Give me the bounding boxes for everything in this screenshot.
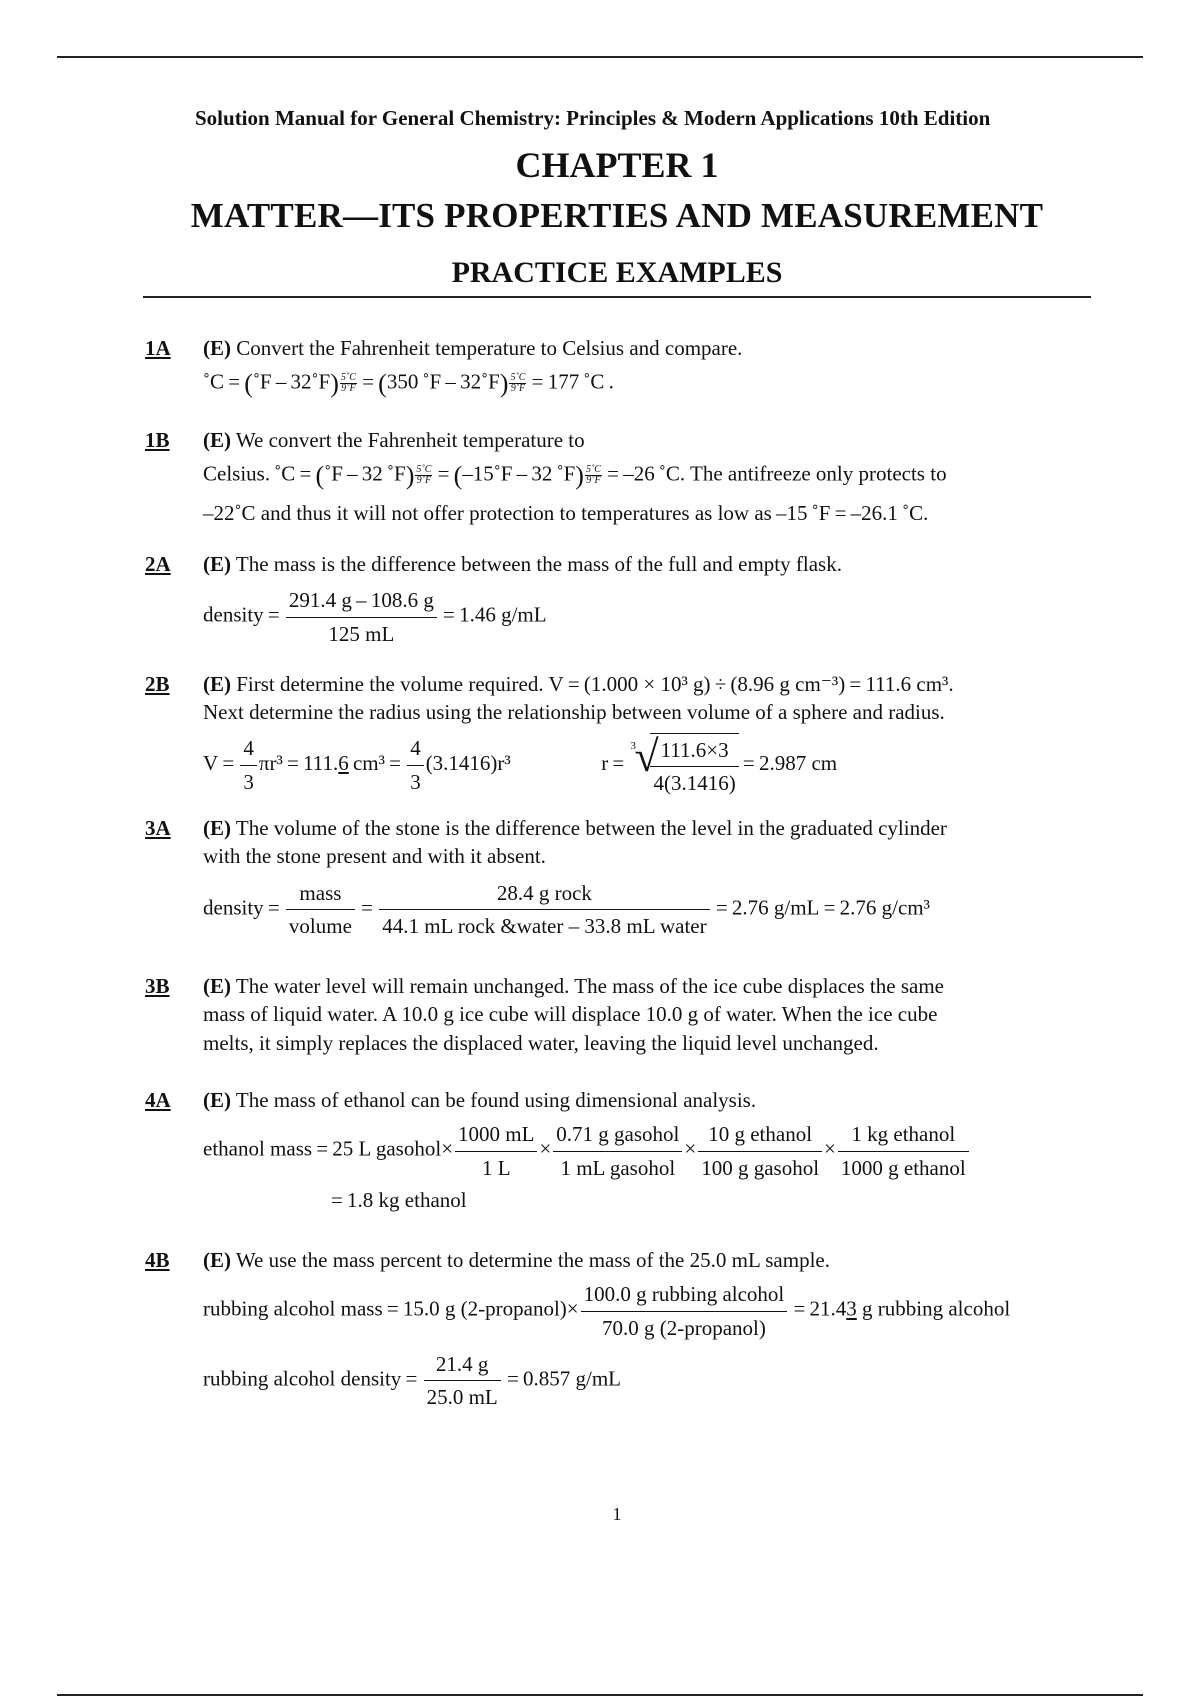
- chapter-title: MATTER—ITS PROPERTIES AND MEASUREMENT: [190, 196, 1044, 235]
- problem-id: 4B: [145, 1248, 170, 1272]
- difficulty-tag: (E): [203, 816, 231, 840]
- problem-id: 2B: [145, 672, 170, 696]
- conversion-fraction: $\frac{5˚C}{9˚F}$: [510, 372, 526, 395]
- problem-text: We use the mass percent to determine the mass of the 25.0 mL sample.: [235, 1248, 830, 1272]
- difficulty-tag: (E): [203, 336, 231, 360]
- cube-root: 3 √ $\frac{111.6\times 3}{4(3.1416)}$: [628, 733, 738, 798]
- problem-text: We convert the Fahrenheit temperature to: [235, 428, 585, 452]
- difficulty-tag: (E): [203, 428, 231, 452]
- conversion-fraction: $\frac{5˚C}{9˚F}$: [585, 464, 601, 487]
- density-fraction: $\frac{291.4 g - 108.6 g}{125 mL}$: [286, 586, 437, 648]
- difficulty-tag: (E): [203, 974, 231, 998]
- problem-text: with the stone present and with it absent.: [203, 844, 546, 869]
- problem-id: 4A: [145, 1088, 171, 1112]
- problem-id: 3B: [145, 974, 170, 998]
- problem-text: The mass of ethanol can be found using dimensional analysis.: [235, 1088, 757, 1112]
- problem-text: mass of liquid water. A 10.0 g ice cube will displace 10.0 g of water. When the ice cube: [203, 1002, 938, 1027]
- bottom-rule: [57, 1694, 1143, 1696]
- problem-id: 1B: [145, 428, 170, 452]
- section-rule: [143, 296, 1091, 298]
- sphere-volume-equation: V = $\frac{4}{3}$ πr³ = 111.6 cm³ = $\frac{4}{3}$ (3.1416)r³ r = 3 √ $\frac{111.6\times 3}{4(3.1416)}$ = 2.987 cm: [203, 733, 1163, 798]
- conversion-fraction: $\frac{5˚C}{9˚F}$: [416, 464, 432, 487]
- chapter-number: CHAPTER 1: [515, 145, 719, 185]
- problem-id: 2A: [145, 552, 171, 576]
- radius-equation: r = 3 √ $\frac{111.6\times 3}{4(3.1416)}$ = 2.987 cm: [601, 751, 837, 775]
- problem-text: First determine the volume required. V = (1.000 × 10³ g) ÷ (8.96 g cm⁻³) = 111.6 cm³.: [236, 672, 954, 696]
- problem-text: Convert the Fahrenheit temperature to Celsius and compare.: [236, 336, 743, 360]
- problem-text: –22˚C and thus it will not offer protection to temperatures as low as –15 ˚F = –26.1 ˚C.: [203, 501, 929, 526]
- density-equation: density = $\frac{291.4 g - 108.6 g}{125 mL}$ = 1.46 g/mL: [203, 586, 1163, 648]
- alcohol-density-equation: rubbing alcohol density = $\frac{21.4 g}{25.0 mL}$ = 0.857 g/mL: [203, 1352, 621, 1410]
- problem-text: The volume of the stone is the difference between the level in the graduated cylinder: [235, 816, 947, 840]
- conversion-fraction: $\frac{5˚C}{9˚F}$: [340, 372, 356, 395]
- section-title: PRACTICE EXAMPLES: [451, 256, 783, 289]
- problem-id: 1A: [145, 336, 171, 360]
- celsius-equation: ˚C = (˚F – 32˚F) $\frac{5˚C}{9˚F}$ = (350 ˚F – 32˚F) $\frac{5˚C}{9˚F}$ = 177 ˚C .: [203, 369, 614, 399]
- difficulty-tag: (E): [203, 1088, 231, 1112]
- problem-text: The water level will remain unchanged. The mass of the ice cube displaces the same: [235, 974, 944, 998]
- alcohol-mass-equation: rubbing alcohol mass = 15.0 g (2-propanol)× $\frac{\text{100.0 g rubbing alcohol}}{\text{70.0 g (2-propanol)}}$ = 21.43 g rubbing alcohol: [203, 1282, 1011, 1340]
- page-number: 1: [612, 1504, 622, 1524]
- source-title: Solution Manual for General Chemistry: Principles & Modern Applications 10th Edition: [195, 106, 991, 130]
- problem-text: melts, it simply replaces the displaced water, leaving the liquid level unchanged.: [203, 1030, 879, 1055]
- problem-text: Next determine the radius using the relationship between volume of a sphere and radius.: [203, 700, 945, 725]
- celsius-equation: Celsius. ˚C = (˚F – 32 ˚F) $\frac{5˚C}{9˚F}$ = (–15˚F – 32 ˚F) $\frac{5˚C}{9˚F}$ = –26 ˚C. The antifreeze only protects to: [203, 461, 947, 491]
- ethanol-mass-equation: ethanol mass = 25 L gasohol× $\frac{1000 mL}{1 L}$ × $\frac{\text{0.71 g gasohol}}{\text{1 mL gasohol}}$ × $\frac{\text{10 g ethanol}}{\text{100 g gasohol}}$ × $\frac{\text{1 kg ethanol}}{\text{1000 g ethanol}}$: [203, 1120, 1163, 1182]
- difficulty-tag: (E): [203, 672, 231, 696]
- difficulty-tag: (E): [203, 1248, 231, 1272]
- ethanol-mass-result: = 1.8 kg ethanol: [331, 1188, 467, 1213]
- top-rule: [57, 56, 1143, 58]
- difficulty-tag: (E): [203, 552, 231, 576]
- density-equation: density = $\frac{\text{mass}}{\text{volume}}$ = $\frac{\text{28.4 g rock}}{\text{44.1 mL rock \&water – 33.8 mL water}}$ = 2.76 g/mL = 2.76 g/cm³: [203, 880, 930, 939]
- problem-text: The mass is the difference between the mass of the full and empty flask.: [235, 552, 842, 576]
- problem-id: 3A: [145, 816, 171, 840]
